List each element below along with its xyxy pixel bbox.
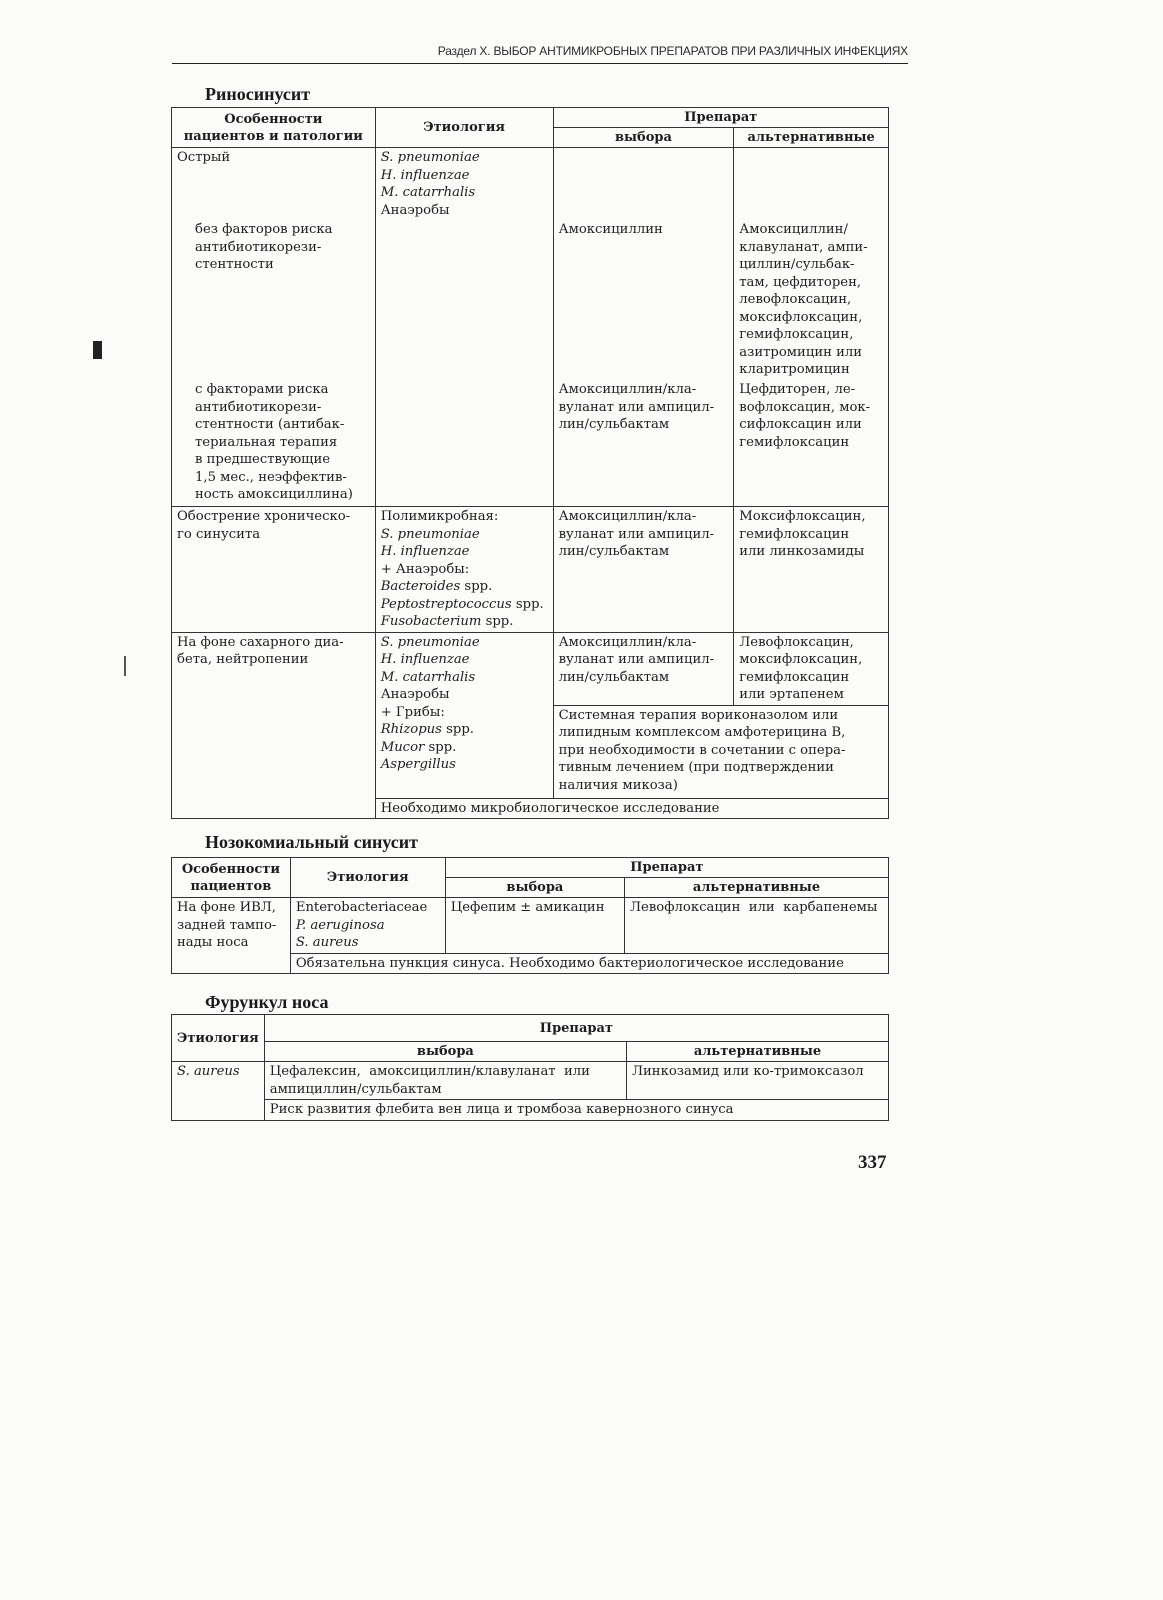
header-rule bbox=[172, 63, 908, 64]
no-risk-alternative: Амоксициллин/ клавуланат, ампи- циллин/сульбак- там, цефдиторен, левофлоксацин, моксифлоксацин, гемифлоксацин, азитромицин или кларитромицин bbox=[734, 220, 889, 380]
nosocomial-title: Нозокомиальный синусит bbox=[205, 832, 419, 852]
with-risk-features: с факторами риска антибиотикорези- стентности (антибак- териальная терапия в предшествующие 1,5 мес., неэффектив- ность амоксициллина) bbox=[172, 380, 376, 507]
furuncle-choice: Цефалексин, амоксициллин/клавуланат или ампициллин/сульбактам bbox=[264, 1062, 626, 1100]
header-etiology: Этиология bbox=[375, 108, 553, 148]
furuncle-etiology: S. aureus bbox=[172, 1062, 265, 1121]
nosocomial-features: На фоне ИВЛ, задней тампо- нады носа bbox=[172, 898, 291, 974]
rhinosinusitis-table bbox=[171, 107, 889, 819]
page-number: 337 bbox=[858, 1152, 887, 1173]
rhinosinusitis-title: Риносинусит bbox=[205, 84, 311, 104]
running-head: Раздел X. ВЫБОР АНТИМИКРОБНЫХ ПРЕПАРАТОВ ПРИ РАЗЛИЧНЫХ ИНФЕКЦИЯХ bbox=[437, 44, 908, 58]
nosocomial-header-choice: выбора bbox=[445, 878, 624, 898]
nosocomial-header-features: Особенности пациентов bbox=[172, 858, 291, 898]
no-risk-features: без факторов риска антибиотикорези- стентности bbox=[172, 220, 376, 380]
fungal-therapy: Системная терапия вориконазолом или липидным комплексом амфотерицина B, при необходимости в сочетании с опера- тивным лечением (при подтверждении наличия микоза) bbox=[553, 705, 888, 798]
furuncle-note: Риск развития флебита вен лица и тромбоза кавернозного синуса bbox=[264, 1100, 888, 1121]
diabetes-alternative: Левофлоксацин, моксифлоксацин, гемифлоксацин или эртапенем bbox=[734, 632, 889, 705]
no-risk-choice: Амоксициллин bbox=[553, 220, 734, 380]
scan-artifact bbox=[93, 341, 102, 359]
nosocomial-etiology: Enterobacteriaceae P. aeruginosa S. aureus bbox=[290, 898, 445, 954]
chronic-features: Обострение хроническо- го синусита bbox=[172, 507, 376, 633]
furuncle-table bbox=[171, 1014, 889, 1121]
furuncle-header-choice: выбора bbox=[264, 1042, 626, 1062]
furuncle-title: Фурункул носа bbox=[205, 992, 329, 1012]
rhinosinusitis-note: Необходимо микробиологическое исследование bbox=[375, 798, 888, 819]
nosocomial-header-alternative: альтернативные bbox=[625, 878, 889, 898]
nosocomial-table bbox=[171, 857, 889, 974]
scan-artifact-2 bbox=[124, 656, 126, 676]
header-drug: Препарат bbox=[553, 108, 888, 128]
acute-label: Острый bbox=[172, 148, 376, 221]
nosocomial-header-drug: Препарат bbox=[445, 858, 888, 878]
nosocomial-alternative: Левофлоксацин или карбапенемы bbox=[625, 898, 889, 954]
nosocomial-note: Обязательна пункция синуса. Необходимо бактериологическое исследование bbox=[290, 953, 888, 974]
header-alternative: альтернативные bbox=[734, 128, 889, 148]
chronic-etiology: Полимикробная: S. pneumoniae H. influenzae + Анаэробы: Bacteroides spp. Peptostreptococcus spp. Fusobacterium spp. bbox=[375, 507, 553, 633]
nosocomial-header-etiology: Этиология bbox=[290, 858, 445, 898]
diabetes-etiology: S. pneumoniae H. influenzae M. catarrhalis Анаэробы + Грибы: Rhizopus spp. Mucor spp. Aspergillus bbox=[375, 632, 553, 798]
furuncle-header-drug: Препарат bbox=[264, 1015, 888, 1042]
with-risk-choice: Амоксициллин/кла- вуланат или ампицил- лин/сульбактам bbox=[553, 380, 734, 507]
nosocomial-choice: Цефепим ± амикацин bbox=[445, 898, 624, 954]
furuncle-header-alternative: альтернативные bbox=[627, 1042, 889, 1062]
acute-etiology: S. pneumoniae H. influenzae M. catarrhalis Анаэробы bbox=[375, 148, 553, 221]
diabetes-features: На фоне сахарного диа- бета, нейтропении bbox=[172, 632, 376, 819]
with-risk-alternative: Цефдиторен, ле- вофлоксацин, мок- сифлоксацин или гемифлоксацин bbox=[734, 380, 889, 507]
furuncle-alternative: Линкозамид или ко-тримоксазол bbox=[627, 1062, 889, 1100]
diabetes-choice: Амоксициллин/кла- вуланат или ампицил- лин/сульбактам bbox=[553, 632, 734, 705]
chronic-choice: Амоксициллин/кла- вуланат или ампицил- лин/сульбактам bbox=[553, 507, 734, 633]
header-choice: выбора bbox=[553, 128, 734, 148]
header-features: Особенности пациентов и патологии bbox=[172, 108, 376, 148]
chronic-alternative: Моксифлоксацин, гемифлоксацин или линкозамиды bbox=[734, 507, 889, 633]
furuncle-header-etiology: Этиология bbox=[172, 1015, 265, 1062]
